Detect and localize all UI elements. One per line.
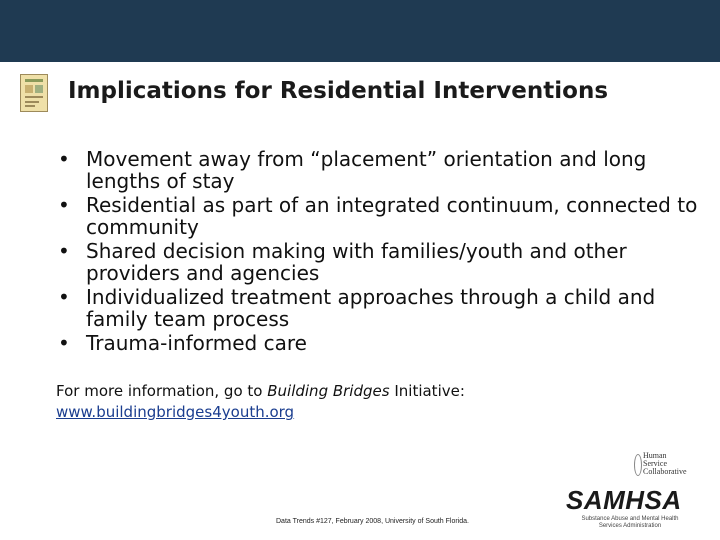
bullet-item — [58, 286, 698, 330]
bullet-dot: • — [58, 285, 70, 309]
bullet-dot: • — [58, 193, 70, 217]
bullet-list — [58, 148, 698, 356]
hsc-logo-icon — [634, 454, 642, 476]
bullet-item — [58, 148, 698, 192]
more-info-text — [56, 381, 656, 423]
info-suffix: Initiative: — [389, 382, 465, 400]
slide-title: Implications for Residential Interventions — [68, 78, 609, 104]
bullet-dot: • — [58, 147, 70, 171]
samhsa-sub-line: Substance Abuse and Mental Health — [581, 516, 679, 522]
bullet-item — [58, 332, 698, 354]
samhsa-logo — [566, 486, 694, 530]
info-prefix: For more information, go to — [56, 382, 268, 400]
info-initiative: Building Bridges — [267, 382, 390, 400]
samhsa-sub-line: Services Administration — [598, 523, 662, 529]
footer-citation: Data Trends #127, February 2008, University of South Florida. — [276, 518, 469, 525]
human-service-collaborative-logo — [634, 452, 692, 480]
header-bar — [0, 0, 720, 62]
building-bridges-link[interactable]: www.buildingbridges4youth.org — [56, 403, 295, 421]
bullet-dot: • — [58, 331, 70, 355]
bullet-dot: • — [58, 239, 70, 263]
samhsa-subtitle — [566, 516, 694, 530]
bullet-text: Trauma-informed care — [86, 331, 307, 355]
bullet-text: Individualized treatment approaches through a child and family team process — [86, 285, 656, 331]
bullet-item — [58, 194, 698, 238]
bullet-text: Shared decision making with families/youth and other providers and agencies — [86, 239, 627, 285]
hsc-line: Collaborative — [643, 467, 687, 476]
bullet-item — [58, 240, 698, 284]
hsc-line: Service — [643, 459, 667, 468]
hsc-line: Human — [643, 451, 667, 460]
bullet-text: Movement away from “placement” orientation and long lengths of stay — [86, 147, 647, 193]
samhsa-wordmark: SAMHSA — [566, 485, 682, 515]
document-thumbnail-icon — [20, 74, 48, 112]
hsc-logo-text — [643, 452, 687, 476]
bullet-text: Residential as part of an integrated continuum, connected to community — [86, 193, 698, 239]
